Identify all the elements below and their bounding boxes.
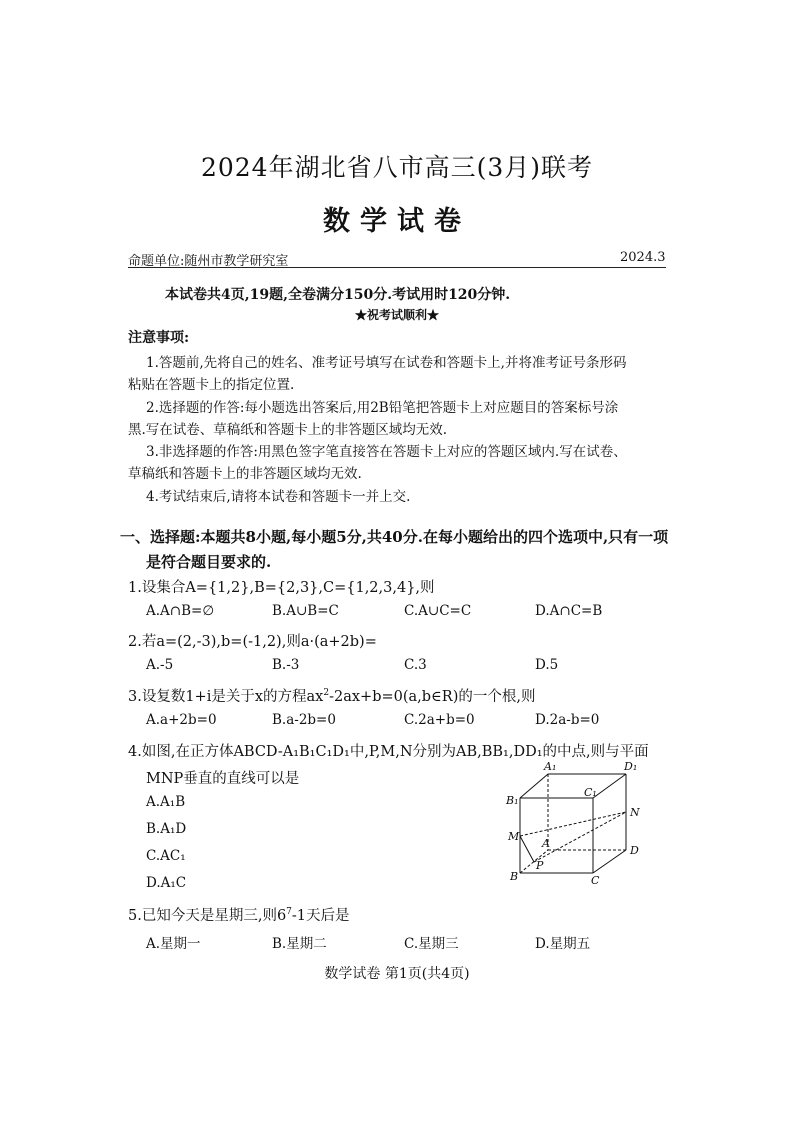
q1-option-a: A.A∩B=∅ [146, 603, 215, 619]
section-heading-cont: 是符合题目要求的. [146, 553, 272, 571]
page-footer: 数学试卷 第1页(共4页) [324, 966, 470, 982]
q2-option-b: B.-3 [272, 657, 300, 673]
notice-line: 3.非选择题的作答:用黑色签字笔直接答在答题卡上对应的答题区域内.写在试卷、 [146, 444, 627, 460]
notice-line: 4.考试结束后,请将本试卷和答题卡一并上交. [146, 489, 411, 505]
notice-line: 1.答题前,先将自己的姓名、准考证号填写在试卷和答题卡上,并将准考证号条形码 [146, 355, 627, 371]
exam-intro: 本试卷共4页,19题,全卷满分150分.考试用时120分钟. [165, 287, 511, 303]
q5-stem-part-a: 5.已知今天是星期三,则6 [128, 908, 287, 924]
q5-option-c: C.星期三 [404, 936, 459, 952]
q4-option-b: B.A₁D [146, 821, 187, 837]
cube-label-d1: D₁ [624, 760, 638, 773]
q1-option-d: D.A∩C=B [535, 603, 603, 619]
cube-label-d: D [630, 844, 639, 857]
question-1-stem: 1.设集合A={1,2},B={2,3},C={1,2,3,4},则 [128, 580, 435, 596]
exam-title: 2024年湖北省八市高三(3月)联考 [200, 153, 594, 182]
notice-heading: 注意事项: [128, 330, 190, 346]
cube-label-c1: C₁ [584, 786, 597, 799]
notice-line: 2.选择题的作答:每小题选出答案后,用2B铅笔把答题卡上对应题目的答案标号涂 [146, 400, 619, 416]
question-2-stem: 2.若a=(2,-3),b=(-1,2),则a·(a+2b)= [128, 634, 377, 650]
question-5-stem [128, 904, 350, 925]
q2-option-a: A.-5 [146, 657, 174, 673]
exam-subtitle: 数学试卷 [323, 206, 471, 237]
q4-option-a: A.A₁B [146, 794, 186, 810]
q3-option-a: A.a+2b=0 [146, 712, 217, 728]
exam-date: 2024.3 [620, 250, 666, 265]
q5-option-a: A.星期一 [146, 936, 201, 952]
author-unit: 命题单位:随州市教学研究室 [128, 254, 289, 269]
q3-option-b: B.a-2b=0 [272, 712, 336, 728]
cube-label-p: P [536, 859, 544, 872]
q3-exponent: 2 [323, 688, 330, 699]
q1-option-b: B.A∪B=C [272, 603, 339, 619]
q5-exponent: 7 [286, 907, 292, 918]
cube-label-m: M [508, 830, 520, 843]
cube-label-b: B [510, 870, 519, 883]
cube-figure [498, 760, 658, 890]
cube-label-a1: A₁ [544, 760, 557, 773]
q1-option-c: C.A∪C=C [404, 603, 472, 619]
q3-option-c: C.2a+b=0 [404, 712, 475, 728]
q2-option-c: C.3 [404, 657, 427, 673]
q4-option-c: C.AC₁ [146, 848, 186, 864]
question-4-stem-cont: MNP垂直的直线可以是 [146, 771, 300, 787]
cube-label-c: C [591, 874, 600, 887]
cube-label-a: A [542, 837, 550, 850]
q3-stem-part-b: -2ax+b=0(a,b∈R)的一个根,则 [329, 689, 536, 705]
cube-label-n: N [630, 806, 640, 819]
q3-stem-part-a: 3.设复数1+i是关于x的方程ax [128, 689, 324, 705]
q3-option-d: D.2a-b=0 [535, 712, 600, 728]
q5-option-b: B.星期二 [272, 936, 327, 952]
notice-line: 粘贴在答题卡上的指定位置. [128, 377, 295, 393]
q5-stem-part-b: -1天后是 [291, 908, 350, 924]
q4-option-d: D.A₁C [146, 875, 187, 891]
notice-line: 黑.写在试卷、草稿纸和答题卡上的非答题区域均无效. [128, 422, 448, 438]
cube-label-b1: B₁ [506, 794, 519, 807]
header-divider [128, 267, 666, 268]
question-3-stem [128, 685, 535, 706]
notice-line: 草稿纸和答题卡上的非答题区域均无效. [128, 466, 362, 482]
q2-option-d: D.5 [535, 657, 559, 673]
q5-option-d: D.星期五 [535, 936, 591, 952]
question-4-stem: 4.如图,在正方体ABCD-A₁B₁C₁D₁中,P,M,N分别为AB,BB₁,DD₁的中点,则与平面 [128, 744, 649, 760]
good-luck-line: ★祝考试顺利★ [354, 308, 439, 322]
section-heading: 一、选择题:本题共8小题,每小题5分,共40分.在每小题给出的四个选项中,只有一项 [120, 528, 669, 546]
